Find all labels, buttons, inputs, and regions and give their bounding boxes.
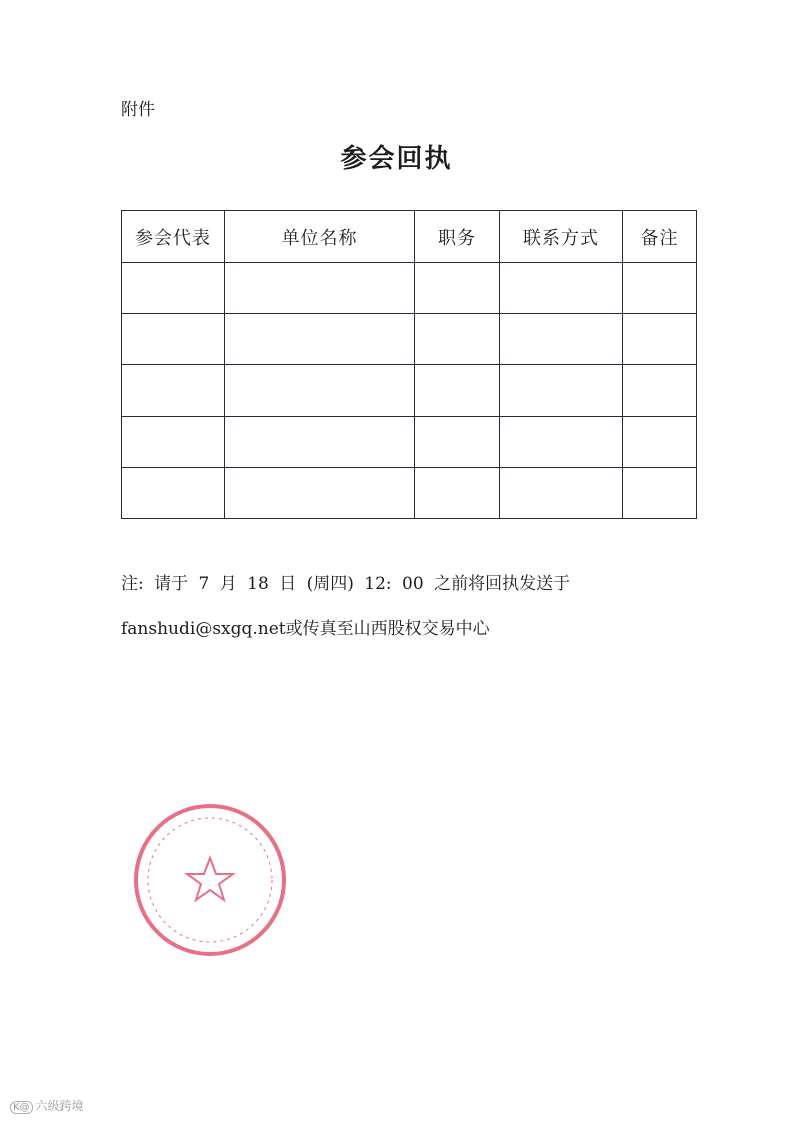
table-cell [623, 467, 697, 518]
table-cell [225, 467, 415, 518]
table-cell [415, 314, 500, 365]
table-cell [225, 416, 415, 467]
column-header: 单位名称 [225, 211, 415, 263]
column-header: 联系方式 [500, 211, 623, 263]
receipt-table [121, 210, 697, 519]
table-row [122, 416, 697, 467]
table-cell [500, 365, 623, 416]
watermark-logo-icon: K@ [10, 1101, 33, 1114]
table-row [122, 314, 697, 365]
table-cell [415, 365, 500, 416]
table-cell [500, 263, 623, 314]
column-header: 职务 [415, 211, 500, 263]
watermark-text: 六级跨境 [35, 1099, 84, 1113]
note-deadline: 注: 请于 7 月 18 日 (周四) 12: 00 之前将回执发送于 [121, 574, 571, 594]
seal-inner-ring [148, 818, 272, 942]
table-cell [225, 263, 415, 314]
table-row [122, 263, 697, 314]
column-header: 备注 [623, 211, 697, 263]
table-cell [623, 365, 697, 416]
table-cell [122, 263, 225, 314]
attachment-label: 附件 [121, 100, 155, 120]
table-cell [500, 314, 623, 365]
table-cell [500, 467, 623, 518]
table-cell [623, 416, 697, 467]
seal-star [187, 858, 233, 900]
note-contact: fanshudi@sxgq.net或传真至山西股权交易中心 [121, 619, 490, 639]
table-cell [415, 467, 500, 518]
table-cell [623, 263, 697, 314]
column-header: 参会代表 [122, 211, 225, 263]
page-title: 参会回执 [340, 144, 453, 174]
red-official-seal-icon [130, 800, 290, 960]
table-cell [225, 365, 415, 416]
table-cell [122, 314, 225, 365]
table-cell [122, 365, 225, 416]
table-cell [225, 314, 415, 365]
table-header-row [122, 211, 697, 263]
watermark [10, 1097, 84, 1114]
table-cell [415, 263, 500, 314]
table-cell [415, 416, 500, 467]
table-cell [500, 416, 623, 467]
table-row [122, 467, 697, 518]
table-cell [122, 467, 225, 518]
table-row [122, 365, 697, 416]
table-cell [623, 314, 697, 365]
seal-outer-ring [136, 806, 284, 954]
table-cell [122, 416, 225, 467]
